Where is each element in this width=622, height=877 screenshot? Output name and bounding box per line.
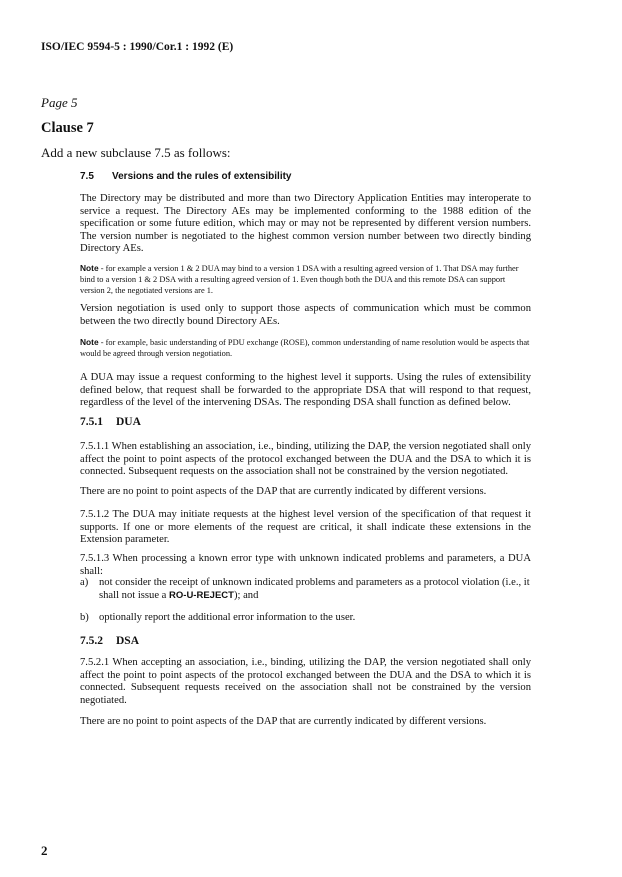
paragraph-version-negotiation: Version negotiation is used only to support those aspects of communication which must be common between the two directly bound Directory AEs. [80,303,531,327]
subsection-number: 7.5.2 [80,635,103,647]
page-number: 2 [41,843,48,858]
paragraph-directory-distribution: The Directory may be distributed and more than two Directory Application Entities may interoperate to service a request. The Directory AEs may be implemented conforming to the 1988 edition of the specification or some future edition, which may or may not be represented by different version numbers. The version number is negotiated to the highest common version number between two directly binding Directory AEs. [80,193,531,254]
paragraph-7-5-1-2: 7.5.1.2 The DUA may initiate requests at the highest level version of the specification of that request it supports. If one or more elements of the request are critical, it shall indicate these extensions in the Extension parameter. [80,509,531,545]
section-number: 7.5 [80,171,94,182]
paragraph-7-5-1-3: 7.5.1.3 When processing a known error type with unknown indicated problems and parameters, a DUA shall: [80,553,531,577]
clause-heading: Clause 7 [41,120,94,136]
list-item-tail: ); and [233,589,259,601]
subsection-heading-dua [80,416,531,428]
list-item-b [80,612,531,625]
section-heading [80,171,531,182]
document-header: ISO/IEC 9594-5 : 1990/Cor.1 : 1992 (E) [41,41,234,53]
note-text: - for example, basic understanding of PDU exchange (ROSE), common understanding of name resolution would be aspects that would be agreed through version negotiation. [80,338,530,358]
section-title: Versions and the rules of extensibility [112,171,292,182]
paragraph-7-5-2-1: 7.5.2.1 When accepting an association, i.e., binding, utilizing the DAP, the version negotiated shall only affect the point to point aspects of the protocol exchanged between the DUA and the DSA to which it is connected. Subsequent requests received on the association shall not be constrained by the version negotiated. [80,657,531,706]
note-version-example [80,263,531,296]
paragraph-dua-no-point-to-point: There are no point to point aspects of the DAP that are currently indicated by different versions. [80,486,487,497]
subsection-title: DSA [116,635,140,647]
list-item-text: not consider the receipt of unknown indicated problems and parameters as a protocol violation (i.e., it shall not issue a [99,577,530,601]
intro-text: Add a new subclause 7.5 as follows: [41,145,231,160]
ro-u-reject-code: RO-U-REJECT [169,589,234,601]
subsection-title: DUA [116,416,141,428]
paragraph-dsa-no-point-to-point: There are no point to point aspects of the DAP that are currently indicated by different versions. [80,716,487,727]
note-text: - for example a version 1 & 2 DUA may bind to a version 1 DSA with a resulting agreed version of 1. That DSA may further bind to a version 1 & 2 DSA with a resulting agreed version of 1. Even though both the DUA and this remote DSA can support version 2, the negotiated versions are 1. [80,264,519,295]
note-label: Note [80,337,99,347]
subsection-number: 7.5.1 [80,416,103,428]
note-label: Note [80,263,99,273]
paragraph-extensibility-rules: A DUA may issue a request conforming to the highest level it supports. Using the rules of extensibility defined below, that request shall be forwarded to the appropriate DSA that will respond to that request, regardless of the level of the intervening DSAs. The responding DSA shall function as defined below. [80,372,531,408]
list-item-a [80,577,531,602]
list-item-text: optionally report the additional error information to the user. [99,612,356,623]
subsection-heading-dsa [80,635,531,647]
list-item-label: a) [80,577,89,588]
page-reference: Page 5 [41,95,78,110]
note-rose-example [80,337,531,359]
paragraph-7-5-1-1: 7.5.1.1 When establishing an association, i.e., binding, utilizing the DAP, the version negotiated shall only affect the point to point aspects of the protocol exchanged between the DUA and the DSA to which it is connected. Subsequent requests on the association shall not be constrained by the version negotiated. [80,441,531,477]
list-item-label: b) [80,612,89,623]
